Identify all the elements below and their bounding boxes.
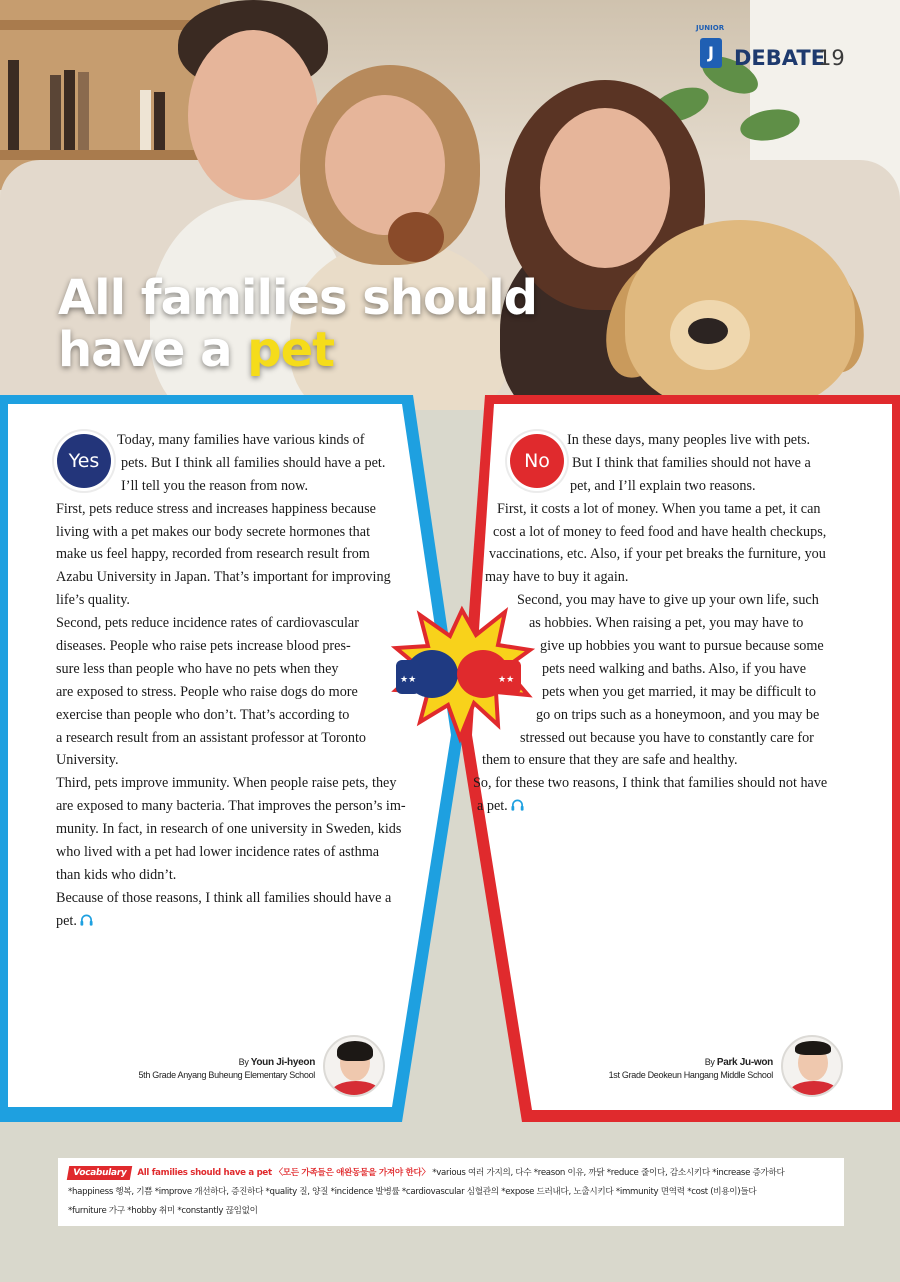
text-line: pets. But I think all families should have a pet. <box>121 454 386 471</box>
page-title: All families should have a pet <box>58 270 537 378</box>
yes-badge: Yes <box>57 434 111 488</box>
text-line: are exposed to stress. People who raise dogs do more <box>56 683 358 700</box>
text-line: Because of those reasons, I think all families should have a <box>56 889 392 906</box>
text-line: But I think that families should not have a <box>572 454 811 471</box>
vocabulary-title: All families should have a pet 〈모든 가족들은 애완동물을 가져야 한다〉 <box>137 1168 430 1178</box>
author-name: Park Ju-won <box>716 1057 773 1068</box>
text-line: exercise than people who don’t. That’s according to <box>56 706 350 723</box>
headphone-icon <box>80 914 93 926</box>
page-number: 19 <box>818 46 845 70</box>
text-line: diseases. People who raise pets increase blood pres- <box>56 638 351 655</box>
text-line: First, pets reduce stress and increases happiness because <box>56 500 376 517</box>
vocabulary-box <box>58 1158 844 1226</box>
text-line: may have to buy it again. <box>485 569 629 586</box>
text-line: vaccinations, etc. Also, if your pet breaks the furniture, you <box>489 546 826 563</box>
text-line: pets when you get married, it may be difficult to <box>542 683 816 700</box>
text-line: stressed out because you have to constantly care for <box>520 729 814 746</box>
text-line: living with a pet makes our body secrete hormones that <box>56 523 371 540</box>
no-author-avatar <box>781 1035 843 1097</box>
text-line: as hobbies. When raising a pet, you may have to <box>529 615 804 632</box>
text-line: than kids who didn’t. <box>56 866 177 883</box>
author-name: Youn Ji-hyeon <box>250 1057 315 1068</box>
title-highlight: pet <box>247 322 335 378</box>
text-line: Azabu University in Japan. That’s important for improving <box>56 569 391 586</box>
no-author: By Park Ju-won 1st Grade Deokeun Hangang Middle School <box>570 1056 773 1081</box>
text-line: munity. In fact, in research of one university in Sweden, kids <box>56 821 402 838</box>
author-school: 5th Grade Anyang Buheung Elementary School <box>138 1070 315 1080</box>
text-line: Third, pets improve immunity. When people raise pets, they <box>56 775 397 792</box>
text-line: them to ensure that they are safe and healthy. <box>482 752 738 769</box>
text-line: pet. <box>56 912 77 929</box>
text-line: go on trips such as a honeymoon, and you may be <box>536 706 820 723</box>
text-line: sure less than people who have no pets when they <box>56 660 339 677</box>
text-line: make us feel happy, recorded from research result from <box>56 546 370 563</box>
vocabulary-line: *happiness 행복, 기쁨 *improve 개선하다, 증진하다 *quality 질, 양질 *incidence 발병률 *cardiovascular 심혈관의 *expose 드러내다, 노출시키다 *immunity 면역력 *cost (비용이)들다 <box>68 1187 757 1197</box>
text-line: a pet. <box>477 798 508 815</box>
junior-logo: JUNIOR J <box>696 30 726 70</box>
vocabulary-label: Vocabulary <box>67 1166 133 1180</box>
yes-argument <box>0 429 460 933</box>
text-line: give up hobbies you want to pursue because some <box>540 638 824 655</box>
vocabulary-line: *various 여러 가지의, 다수 *reason 이유, 까닭 *reduce 줄이다, 감소시키다 *increase 증가하다 <box>429 1168 785 1178</box>
yes-author-avatar <box>323 1035 385 1097</box>
text-line: First, it costs a lot of money. When you tame a pet, it can <box>497 500 821 517</box>
author-school: 1st Grade Deokeun Hangang Middle School <box>608 1070 773 1080</box>
text-line: So, for these two reasons, I think that families should not have <box>473 775 828 792</box>
text-line: cost a lot of money to feed food and have health checkups, <box>493 523 827 540</box>
text-line: Second, pets reduce incidence rates of cardiovascular <box>56 615 359 632</box>
text-line: Second, you may have to give up your own life, such <box>517 592 819 609</box>
text-line: a research result from an assistant professor at Toronto <box>56 729 366 746</box>
text-line: I’ll tell you the reason from now. <box>121 477 309 494</box>
vocabulary-line: *furniture 가구 *hobby 취미 *constantly 끊임없이 <box>68 1206 258 1216</box>
yes-author: By Youn Ji-hyeon 5th Grade Anyang Buheung Elementary School <box>110 1056 315 1081</box>
text-line: who lived with a pet had lower incidence rates of asthma <box>56 844 380 861</box>
no-argument <box>460 429 880 818</box>
text-line: pet, and I’ll explain two reasons. <box>570 477 756 494</box>
cookie <box>388 212 444 262</box>
section-label: DEBATE <box>734 46 826 70</box>
text-line: life’s quality. <box>56 592 130 609</box>
no-badge: No <box>510 434 564 488</box>
svg-text:★★: ★★ <box>400 675 417 685</box>
text-line: pets need walking and baths. Also, if you have <box>542 660 806 677</box>
svg-text:★★: ★★ <box>498 675 515 685</box>
text-line: are exposed to many bacteria. That improves the person’s im- <box>56 798 406 815</box>
text-line: University. <box>56 752 119 769</box>
text-line: Today, many families have various kinds of <box>117 432 365 448</box>
headphone-icon <box>511 799 524 811</box>
text-line: In these days, many peoples live with pets. <box>567 432 811 448</box>
